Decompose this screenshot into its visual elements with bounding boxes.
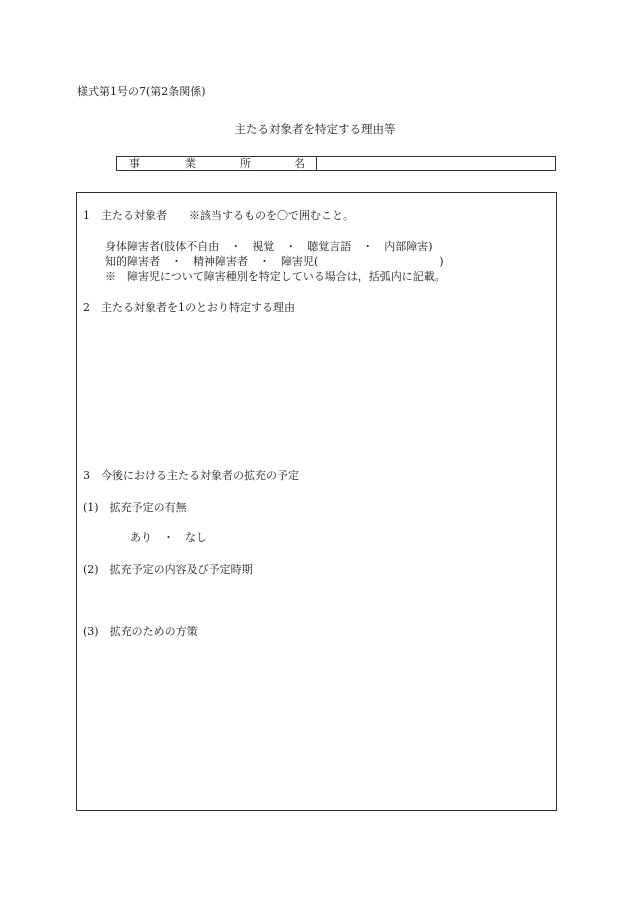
section3-item2-answer-area[interactable]: [83, 581, 549, 621]
section3-item3: (3) 拡充のための方策: [83, 625, 198, 638]
section2-answer-area[interactable]: [83, 319, 549, 459]
office-label-char-3: 所: [240, 157, 251, 170]
section1-heading: 1 主たる対象者 ※該当するものを〇で囲むこと。: [83, 209, 354, 222]
section1-physical-line: 身体障害者(肢体不自由 ・ 視覚 ・ 聴覚言語 ・ 内部障害): [105, 240, 433, 253]
office-name-label-cell: [117, 157, 317, 170]
office-name-row: [116, 156, 556, 171]
section1-intellectual-line: 知的障害者 ・ 精神障害者 ・ 障害児( ): [105, 255, 444, 268]
section3-heading: 3 今後における主たる対象者の拡充の予定: [83, 469, 299, 482]
section2-heading: 2 主たる対象者を1のとおり特定する理由: [83, 301, 295, 314]
section3-item3-answer-area[interactable]: [83, 643, 549, 803]
office-label-char-1: 事: [129, 157, 140, 170]
office-name-field[interactable]: [317, 157, 555, 170]
section3-item2: (2) 拡充予定の内容及び予定時期: [83, 563, 253, 576]
section3-item1: (1) 拡充予定の有無: [83, 501, 187, 514]
document-title: 主たる対象者を特定する理由等: [234, 122, 396, 136]
office-label-char-4: 名: [294, 157, 305, 170]
office-label-char-2: 業: [185, 157, 196, 170]
form-number: 様式第1号の7(第2条関係): [77, 85, 206, 98]
section3-item1-options[interactable]: あり ・ なし: [130, 531, 207, 544]
main-form-box: [76, 192, 557, 811]
section1-note: ※ 障害児について障害種別を特定している場合は，括弧内に記載。: [105, 270, 446, 283]
